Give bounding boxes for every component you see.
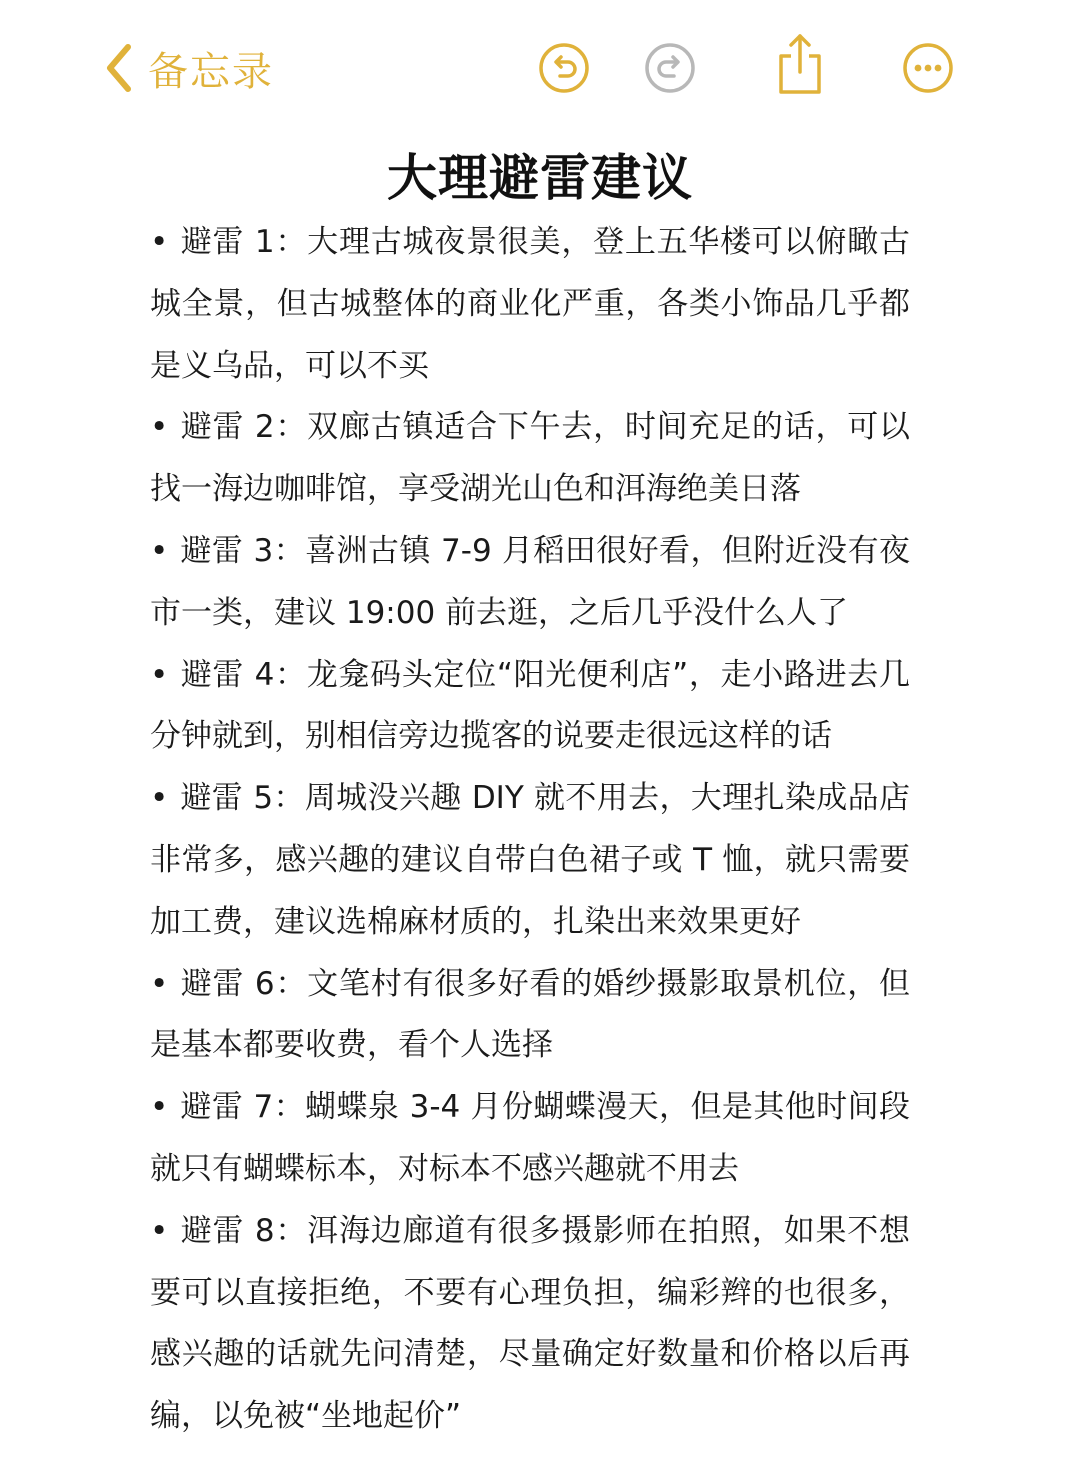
redo-button[interactable] [642,40,698,96]
share-button[interactable] [772,32,828,98]
more-button[interactable] [900,40,956,96]
bullet-glyph: • [150,224,169,260]
bullet-glyph: • [150,780,169,817]
bullet-glyph: • [150,409,169,446]
undo-button[interactable] [536,40,592,96]
note-title: 大理避雷建议 [387,149,693,207]
bullet-glyph: • [150,1089,169,1126]
list-item [150,1201,910,1448]
back-label: 备忘录 [148,48,274,95]
bullet-glyph: • [150,965,169,1002]
list-item [150,1077,910,1201]
list-item [150,954,910,1078]
chevron-left-icon [104,43,134,93]
redo-icon [642,40,698,96]
list-item [150,212,910,397]
item-text: 避雷 7：蝴蝶泉 3-4 月份蝴蝶漫天，但是其他时间段就只有蝴蝶标本，对标本不感兴趣就不用去 [150,1089,910,1187]
list-item [150,768,910,953]
bullet-glyph: • [150,656,169,693]
list-item [150,521,910,645]
item-text: 避雷 8：洱海边廊道有很多摄影师在拍照，如果不想要可以直接拒绝，不要有心理负担，编彩辫的也很多，感兴趣的话就先问清楚，尽量确定好数量和价格以后再编，以免被“坐地起价” [150,1212,910,1435]
bullet-glyph: • [150,532,169,569]
more-icon [900,40,956,96]
share-icon [772,32,828,98]
item-text: 避雷 1：大理古城夜景很美，登上五华楼可以俯瞰古城全景，但古城整体的商业化严重，各类小饰品几乎都是义乌品，可以不买 [150,224,910,384]
list-item [150,645,910,769]
note-body[interactable] [150,212,910,1448]
undo-icon [536,40,592,96]
back-button[interactable] [104,38,274,98]
item-text: 避雷 2：双廊古镇适合下午去，时间充足的话，可以找一海边咖啡馆，享受湖光山色和洱海绝美日落 [150,409,910,508]
item-text: 避雷 4：龙龛码头定位“阳光便利店”，走小路进去几分钟就到，别相信旁边揽客的说要走很远这样的话 [150,656,910,755]
navigation-bar [0,0,1080,120]
list-item [150,397,910,521]
item-text: 避雷 5：周城没兴趣 DIY 就不用去，大理扎染成品店非常多，感兴趣的建议自带白色裙子或 T 恤，就只需要加工费，建议选棉麻材质的，扎染出来效果更好 [150,780,910,940]
bullet-glyph: • [150,1212,169,1249]
item-text: 避雷 6：文笔村有很多好看的婚纱摄影取景机位，但是基本都要收费，看个人选择 [150,965,910,1064]
item-text: 避雷 3：喜洲古镇 7-9 月稻田很好看，但附近没有夜市一类，建议 19:00 前去逛，之后几乎没什么人了 [150,532,910,631]
